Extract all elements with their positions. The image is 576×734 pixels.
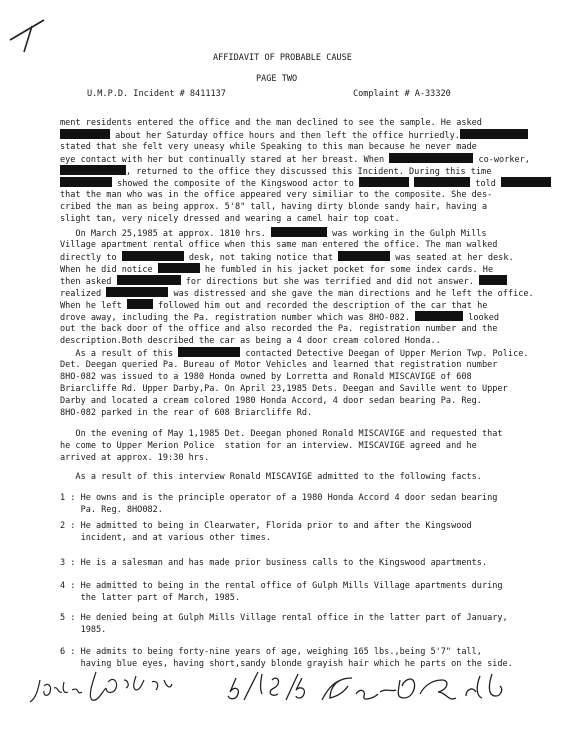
redaction-bar — [106, 287, 168, 297]
body-text-run: stated that she felt very uneasy while Speaking to this man because he never made — [60, 142, 477, 152]
redaction-bar — [415, 311, 463, 321]
body-text-run: about her Saturday office hours and then left the office hurriedly. — [110, 131, 460, 141]
redaction-bar — [60, 165, 126, 175]
body-text-run: Darby and located a cream colored 1980 Honda Accord, 4 door sedan bearing Pa. Reg. — [60, 396, 482, 406]
redaction-bar — [158, 263, 200, 273]
body-text-run: Det. Deegan queried Pa. Bureau of Motor Vehicles and learned that registration number — [60, 360, 498, 370]
fact-line: the latter part of March, 1985. — [60, 593, 241, 603]
redaction-bar — [479, 275, 507, 285]
text-line — [60, 371, 472, 383]
text-line — [60, 117, 482, 129]
body-text-run: desk, not taking notice that — [183, 253, 339, 263]
redaction-bar — [359, 177, 409, 187]
body-text-run: co-worker, — [473, 155, 530, 165]
body-text-run: out the back door of the office and also recorded the Pa. registration number and the — [60, 324, 498, 334]
page-number: PAGE TWO — [256, 74, 298, 84]
incident-number: U.M.P.D. Incident # 8411137 — [87, 89, 226, 99]
body-text-run: eye contact with her but continually stared at her breast. When — [60, 155, 390, 165]
body-text-run: On March 25,1985 at approx. 1810 hrs. — [60, 229, 271, 239]
body-text-run: was seated at her desk. — [390, 253, 514, 263]
redaction-bar — [60, 129, 110, 139]
body-text-run: was distressed and she gave the man directions and he left the office. — [168, 289, 534, 299]
fact-line: Pa. Reg. 8HO082. — [60, 505, 163, 515]
redaction-bar — [122, 251, 184, 261]
text-line — [60, 213, 400, 225]
fact-line: 1 : He owns and is the principle operator of a 1980 Honda Accord 4 door sedan bearing — [60, 493, 498, 503]
signature-date — [228, 672, 304, 700]
body-text-run: On the evening of May 1,1985 Det. Deegan phoned Ronald MISCAVIGE and requested that — [60, 429, 503, 439]
body-text-run: realized — [60, 289, 107, 299]
body-text-run: When he did notice — [60, 265, 158, 275]
text-line — [60, 141, 477, 153]
text-line — [60, 395, 482, 407]
redaction-bar — [117, 275, 181, 285]
fact-line: 6 : He admits to being forty-nine years of age, weighing 165 lbs.,being 5'7" tall, — [60, 647, 482, 657]
body-text-run: followed him out and recorded the description of the car that he — [152, 301, 488, 311]
corner-pen-mark — [4, 4, 54, 54]
redaction-bar — [501, 177, 551, 187]
body-text-run: he fumbled in his jacket pocket for some index cards. He — [199, 265, 494, 275]
body-text-run: description.Both described the car as being a 4 door cream colored Honda.. — [60, 336, 441, 346]
text-line — [60, 201, 487, 213]
text-line — [60, 323, 497, 335]
body-text-run: , returned to the office they discussed this Incident. During this time — [126, 167, 492, 177]
body-text-run: was working in the Gulph Mills — [326, 229, 487, 239]
redaction-bar — [414, 177, 470, 187]
body-text-run: As a result of this — [60, 349, 179, 359]
redaction-bar — [60, 177, 112, 187]
body-text-run: for directions but she was terrified and did not answer. — [180, 277, 480, 287]
body-text-run: ment residents entered the office and the man declined to see the sample. He asked — [60, 118, 482, 128]
body-text-run: told — [470, 179, 502, 189]
text-line — [60, 440, 477, 452]
text-line — [60, 471, 482, 483]
body-text-run: contacted Detective Deegan of Upper Merion Twp. Police. — [240, 349, 529, 359]
body-text-run: As a result of this interview Ronald MISCAVIGE admitted to the following facts. — [60, 472, 482, 482]
signature-left — [30, 672, 172, 702]
text-line — [60, 359, 497, 371]
body-text-run: showed the composite of the Kingswood actor to — [112, 179, 359, 189]
body-text-run: Village apartment rental office when this same man entered the office. The man walked — [60, 240, 498, 250]
fact-line: 2 : He admitted to being in Clearwater, Florida prior to and after the Kingswood — [60, 521, 472, 531]
body-text-run: he come to Upper Merion Police station for an interview. MISCAVIGE agreed and he — [60, 441, 477, 451]
body-text-run: then asked — [60, 277, 117, 287]
redaction-bar — [178, 347, 240, 357]
body-text-run: slight tan, very nicely dressed and wearing a camel hair top coat. — [60, 214, 400, 224]
redaction-bar — [338, 251, 390, 261]
text-line — [60, 407, 312, 419]
signature-right — [322, 674, 502, 700]
text-line — [60, 189, 492, 201]
fact-line: 5 : He denied being at Gulph Mills Village rental office in the latter part of January, — [60, 613, 508, 623]
fact-line: 3 : He is a salesman and has made prior business calls to the Kingswood apartments. — [60, 558, 488, 568]
fact-line: incident, and at various other times. — [60, 533, 271, 543]
redaction-bar — [127, 299, 153, 309]
body-text-run: cribed the man as being approx. 5'8" tall, having dirty blonde sandy hair, having a — [60, 202, 488, 212]
body-text-run: directly to — [60, 253, 122, 263]
body-text-run: arrived at approx. 19:30 hrs. — [60, 453, 210, 463]
document-title: AFFIDAVIT OF PROBABLE CAUSE — [213, 53, 352, 63]
signature-area — [0, 660, 576, 720]
redaction-bar — [460, 129, 528, 139]
text-line — [60, 383, 508, 395]
body-text-run: that the man who was in the office appeared very similiar to the composite. She des- — [60, 190, 493, 200]
body-text-run: looked — [463, 313, 500, 323]
text-line — [60, 452, 209, 464]
text-line — [60, 239, 497, 251]
body-text-run: Briarcliffe Rd. Upper Darby,Pa. On April 23,1985 Dets. Deegan and Saville went to Upper — [60, 384, 508, 394]
text-line — [60, 335, 441, 347]
complaint-number: Complaint # A-33320 — [353, 89, 451, 99]
redaction-bar — [271, 227, 327, 237]
fact-line: 4 : He admitted to being in the rental office of Gulph Mills Village apartments during — [60, 581, 503, 591]
body-text-run: drove away, including the Pa. registration number which was 8HO-082. — [60, 313, 416, 323]
body-text-run: 8HO-082 parked in the rear of 608 Briarcliffe Rd. — [60, 408, 313, 418]
body-text-run: 8HO-082 was issued to a 1980 Honda owned by Lorretta and Ronald MISCAVIGE of 608 — [60, 372, 472, 382]
text-line — [60, 428, 503, 440]
fact-line: having blue eyes, having short,sandy blonde grayish hair which he parts on the side. — [60, 659, 513, 669]
fact-line: 1985. — [60, 625, 107, 635]
redaction-bar — [389, 153, 473, 163]
body-text-run: When he left — [60, 301, 127, 311]
